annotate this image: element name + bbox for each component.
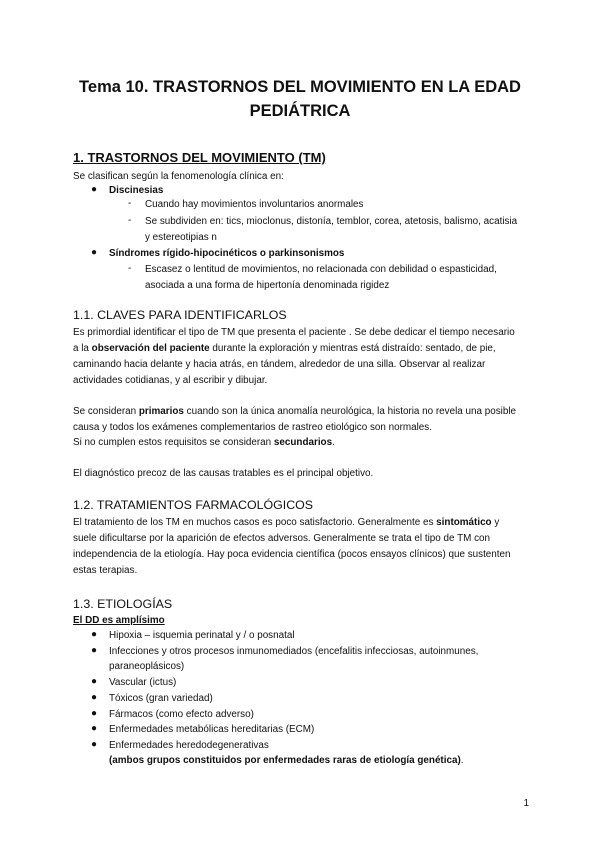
sub-bullet-text-cont: y estereotipias n — [145, 232, 217, 243]
paragraph-line: caminando hacia delante y hacia atrás, en tándem, alrededor de una silla. Observar al realizar — [73, 359, 486, 370]
paragraph-line: estas terapias. — [73, 565, 138, 576]
section-1-2-heading: 1.2. TRATAMIENTOS FARMACOLÓGICOS — [73, 498, 314, 512]
bullet-dot: ● — [91, 676, 98, 687]
page-number: 1 — [523, 798, 529, 809]
etiology-item: Fármacos (como efecto adverso) — [109, 709, 254, 720]
paragraph-line: Si no cumplen estos requisitos se consideran secundarios. — [73, 437, 335, 448]
bullet-discinesias: Discinesias — [109, 185, 164, 196]
bullet-dot: ● — [91, 247, 98, 258]
bullet-dot: ● — [91, 645, 98, 656]
paragraph-line: El diagnóstico precoz de las causas tratables es el principal objetivo. — [73, 468, 374, 479]
bullet-dot: ● — [91, 692, 98, 703]
sub-bullet-text: Se subdividen en: tics, mioclonus, distonía, temblor, corea, atetosis, balismo, acatisia — [145, 216, 518, 227]
dash-marker: - — [128, 198, 132, 209]
etiology-note: (ambos grupos constituidos por enfermedades raras de etiología genética). — [109, 755, 464, 766]
paragraph-line: El tratamiento de los TM en muchos casos es poco satisfactorio. Generalmente es sintomático y — [73, 517, 500, 528]
sub-bullet-text: Cuando hay movimientos involuntarios anormales — [145, 199, 364, 210]
bullet-parkinsonismos: Síndromes rígido-hipocinéticos o parkinsonismos — [109, 248, 345, 259]
paragraph-line: independencia de la etiología. Hay poca evidencia científica (pocos ensayos clínicos) que sustenten — [73, 549, 511, 560]
section-1-1-heading: 1.1. CLAVES PARA IDENTIFICARLOS — [73, 308, 287, 322]
section-1-intro: Se clasifican según la fenomenología clínica en: — [73, 171, 284, 182]
etiology-item: Enfermedades metabólicas hereditarias (ECM) — [109, 724, 315, 735]
bullet-dot: ● — [91, 723, 98, 734]
bullet-dot: ● — [91, 708, 98, 719]
title-line-2: PEDIÁTRICA — [249, 102, 351, 120]
paragraph-line: Se consideran primarios cuando son la única anomalía neurológica, la historia no revela una posible — [73, 406, 517, 417]
paragraph-line: actividades cotidianas, y al escribir y dibujar. — [73, 375, 268, 386]
etiology-item: Enfermedades heredodegenerativas — [109, 740, 269, 751]
section-1-3-heading: 1.3. ETIOLOGÍAS — [73, 597, 173, 611]
dash-marker: - — [128, 215, 132, 226]
etiology-item: Tóxicos (gran variedad) — [109, 693, 213, 704]
bullet-dot: ● — [91, 629, 98, 640]
section-1-heading: 1. TRASTORNOS DEL MOVIMIENTO (TM) — [73, 150, 326, 165]
dash-marker: - — [128, 263, 132, 274]
title-line-1: Tema 10. TRASTORNOS DEL MOVIMIENTO EN LA EDAD — [79, 78, 521, 96]
page-title — [40, 76, 560, 124]
bullet-dot: ● — [91, 184, 98, 195]
paragraph-line: causa y todos los exámenes complementarios de rastreo etiológico son normales. — [73, 422, 432, 433]
bullet-dot: ● — [91, 739, 98, 750]
etiology-item-cont: paraneoplásicos) — [109, 661, 185, 672]
sub-bullet-text: Escasez o lentitud de movimientos, no relacionada con debilidad o espasticidad, — [145, 264, 497, 275]
paragraph-line: suele dificultarse por la aparición de efectos adversos. Generalmente se trata el tipo de TM con — [73, 533, 490, 544]
etiology-item: Vascular (ictus) — [109, 677, 177, 688]
etiology-label: El DD es amplísimo — [73, 615, 165, 626]
etiology-item: Infecciones y otros procesos inmunomediados (encefalitis infecciosas, autoinmunes, — [109, 646, 479, 657]
paragraph-line: a la observación del paciente durante la exploración y mientras está distraído: sentado, de pie, — [73, 343, 496, 354]
sub-bullet-text-cont: asociada a una forma de hipertonía denominada rigidez — [145, 280, 390, 291]
etiology-item: Hipoxia – isquemia perinatal y / o posnatal — [109, 630, 295, 641]
paragraph-line: Es primordial identificar el tipo de TM que presenta el paciente . Se debe dedicar el tiempo necesario — [73, 327, 515, 338]
